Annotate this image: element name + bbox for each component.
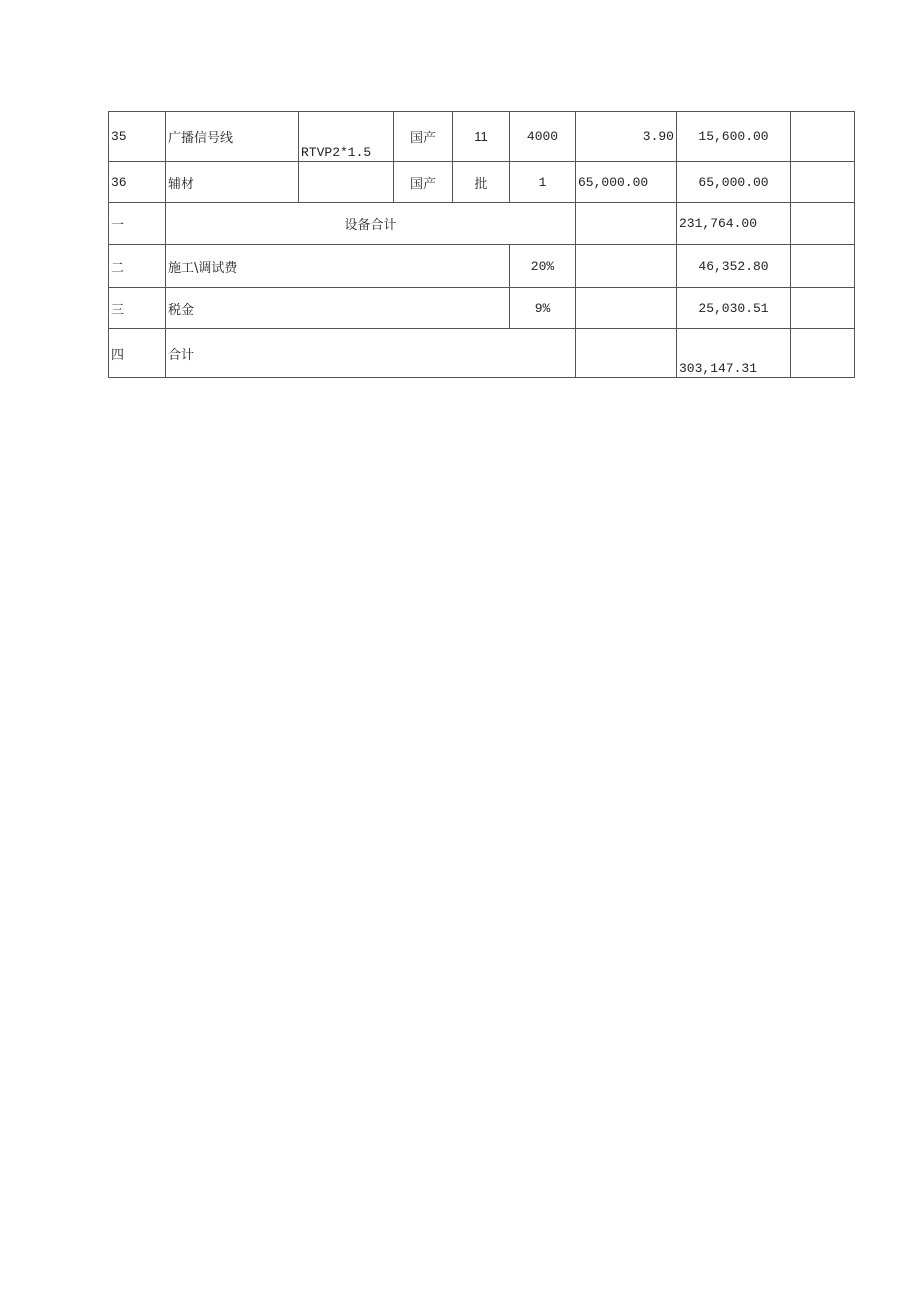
summary-label: 施工\调试费 [166,245,510,288]
row-number: 35 [109,112,166,162]
item-unit: 批 [453,162,510,203]
summary-row [109,329,855,378]
cost-table [108,111,855,378]
summary-label: 设备合计 [166,203,576,245]
item-unit-price: 65,000.00 [576,162,677,203]
summary-row [109,288,855,329]
item-note [791,162,855,203]
item-origin: 国产 [394,112,453,162]
summary-note [791,203,855,245]
item-amount: 65,000.00 [677,162,791,203]
table-row [109,162,855,203]
item-name: 广播信号线 [166,112,299,162]
summary-number: 二 [109,245,166,288]
summary-empty [576,203,677,245]
row-number: 36 [109,162,166,203]
summary-rate: 20% [510,245,576,288]
table-row [109,112,855,162]
summary-number: 四 [109,329,166,378]
summary-empty [576,329,677,378]
summary-amount: 25,030.51 [677,288,791,329]
item-note [791,112,855,162]
item-unit: 11 [453,112,510,162]
summary-amount: 303,147.31 [677,329,791,378]
summary-number: 一 [109,203,166,245]
summary-note [791,245,855,288]
summary-label: 合计 [166,329,576,378]
summary-rate: 9% [510,288,576,329]
item-name: 辅材 [166,162,299,203]
item-spec [299,162,394,203]
summary-empty [576,245,677,288]
summary-empty [576,288,677,329]
summary-amount: 46,352.80 [677,245,791,288]
summary-number: 三 [109,288,166,329]
item-unit-price: 3.90 [576,112,677,162]
summary-row [109,203,855,245]
summary-row [109,245,855,288]
item-quantity: 1 [510,162,576,203]
summary-note [791,288,855,329]
summary-amount: 231,764.00 [677,203,791,245]
item-amount: 15,600.00 [677,112,791,162]
item-quantity: 4000 [510,112,576,162]
item-spec: RTVP2*1.5 [299,112,394,162]
summary-label: 税金 [166,288,510,329]
summary-note [791,329,855,378]
item-origin: 国产 [394,162,453,203]
